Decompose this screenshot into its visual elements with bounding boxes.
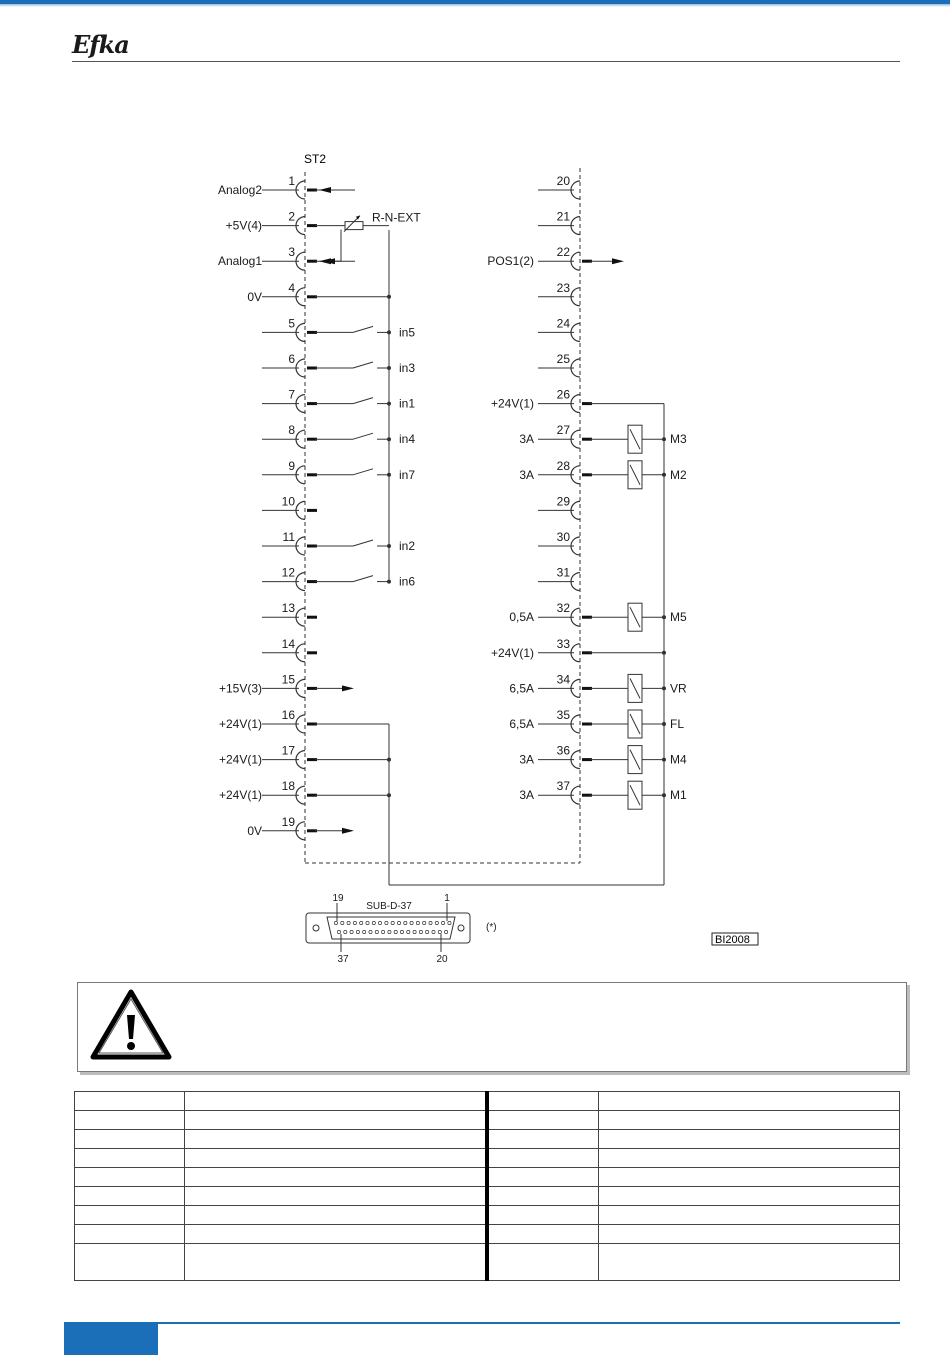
pin-7 — [262, 388, 415, 413]
table-cell — [598, 1206, 899, 1225]
table-row — [75, 1244, 900, 1281]
switch-contact — [353, 326, 373, 332]
table-cell — [487, 1130, 598, 1149]
pin-label: +24V(1) — [218, 788, 262, 803]
output-label-M3: M3 — [670, 432, 687, 447]
data-table — [74, 1091, 900, 1281]
pin-34 — [509, 672, 687, 702]
pin-4 — [247, 281, 391, 306]
subd-face — [327, 917, 455, 939]
pin-32 — [509, 601, 687, 631]
table-cell — [75, 1244, 185, 1281]
wiring — [305, 168, 664, 885]
output-label-M2: M2 — [670, 467, 687, 482]
pin-33 — [491, 637, 666, 662]
table-row — [75, 1130, 900, 1149]
table-cell — [75, 1111, 185, 1130]
pin-label: POS1(2) — [487, 254, 534, 269]
pin-label: 3A — [519, 432, 534, 447]
pin-number: 14 — [281, 636, 295, 651]
switch-contact — [353, 433, 373, 439]
pin-number: 31 — [556, 565, 570, 580]
pin-27 — [519, 423, 687, 453]
pin-24 — [538, 316, 580, 341]
footer-tab — [64, 1322, 158, 1355]
table-cell — [487, 1168, 598, 1187]
figure-id: BI2008 — [715, 934, 750, 946]
subd-pin-label-20: 20 — [436, 954, 448, 965]
table-row — [75, 1206, 900, 1225]
table-cell — [184, 1149, 487, 1168]
table-cell — [598, 1092, 899, 1111]
pin-number: 24 — [556, 316, 570, 331]
pin-8 — [262, 423, 415, 448]
table-row — [75, 1149, 900, 1168]
pin-number: 18 — [281, 779, 295, 794]
pin-number: 3 — [288, 245, 295, 260]
pin-number: 19 — [281, 814, 295, 829]
input-label-in7: in7 — [399, 467, 416, 482]
pin-number: 25 — [556, 352, 570, 366]
subd-pin-label-19: 19 — [332, 893, 344, 904]
pin-number: 13 — [281, 601, 295, 616]
input-label-in1: in1 — [399, 396, 416, 411]
pin-contact — [307, 616, 317, 619]
pin-20 — [538, 174, 580, 199]
table-cell — [75, 1149, 185, 1168]
pin-13 — [262, 601, 317, 626]
output-label-FL: FL — [670, 717, 685, 731]
pin-22 — [487, 245, 624, 270]
arrow-head — [612, 258, 624, 264]
pin-label: 6,5A — [509, 717, 534, 731]
pin-label: +15V(3) — [218, 681, 262, 696]
warning-box — [77, 982, 907, 1072]
right-pin-column — [487, 174, 687, 809]
table-cell — [75, 1092, 185, 1111]
pin-number: 20 — [556, 174, 570, 188]
pin-label: +24V(1) — [218, 752, 262, 767]
brand-logo: Efka — [72, 30, 129, 59]
pin-label: +24V(1) — [490, 396, 534, 411]
pin-15 — [219, 672, 354, 697]
footer-bar — [64, 1322, 900, 1324]
pin-label: +24V(1) — [218, 717, 262, 731]
subd-title: SUB-D-37 — [366, 901, 412, 912]
table-cell — [75, 1187, 185, 1206]
pin-number: 26 — [556, 387, 570, 402]
pin-label: Analog1 — [217, 254, 262, 269]
pin-label: 3A — [519, 752, 534, 767]
pin-label: 3A — [519, 467, 534, 482]
table-cell — [598, 1244, 899, 1281]
pin-2 — [226, 210, 317, 235]
output-label-M5: M5 — [670, 610, 687, 625]
pin-37 — [519, 779, 687, 809]
table-row — [75, 1092, 900, 1111]
pin-31 — [538, 566, 580, 591]
pin-11 — [262, 530, 415, 555]
pin-contact — [307, 651, 317, 654]
pin-25 — [538, 352, 580, 377]
pin-29 — [538, 494, 580, 519]
table-cell — [598, 1187, 899, 1206]
arrow-head — [342, 828, 354, 834]
table-cell — [598, 1168, 899, 1187]
output-label-VR: VR — [670, 681, 687, 696]
pin-number: 12 — [281, 565, 295, 580]
table-cell — [487, 1244, 598, 1281]
pin-number: 6 — [288, 352, 295, 366]
switch-contact — [353, 540, 373, 546]
pin-35 — [509, 708, 684, 738]
input-label-in6: in6 — [399, 574, 416, 589]
pin-number: 9 — [288, 458, 295, 473]
pin-5 — [262, 316, 415, 341]
table-cell — [184, 1168, 487, 1187]
pin-number: 7 — [288, 387, 295, 402]
pin-number: 16 — [281, 708, 295, 722]
pin-number: 10 — [281, 494, 295, 509]
table-cell — [75, 1130, 185, 1149]
pin-30 — [538, 530, 580, 555]
switch-contact — [353, 398, 373, 404]
warning-triangle-icon — [90, 989, 172, 1061]
connector-title: ST2 — [304, 152, 327, 166]
subd-pin-label-1: 1 — [444, 893, 450, 904]
pin-number: 1 — [288, 174, 295, 188]
subd-connector — [306, 893, 497, 965]
pin-19 — [247, 815, 354, 840]
pin-16 — [219, 708, 389, 733]
switch-contact — [353, 362, 373, 368]
pin-number: 21 — [556, 209, 570, 224]
pin-23 — [538, 281, 580, 306]
table-cell — [184, 1130, 487, 1149]
pin-label: 3A — [519, 788, 534, 803]
pin-number: 23 — [556, 280, 570, 295]
table-row — [75, 1187, 900, 1206]
pin-label: 0V — [247, 823, 262, 838]
pin-number: 2 — [288, 209, 295, 224]
pin-21 — [538, 210, 580, 235]
table-cell — [598, 1225, 899, 1244]
pin-label: 0V — [247, 289, 262, 304]
pin-3 — [218, 245, 355, 270]
table-cell — [487, 1092, 598, 1111]
table-cell — [75, 1206, 185, 1225]
pin-10 — [262, 494, 317, 519]
pin-number: 27 — [556, 423, 570, 438]
table-cell — [184, 1225, 487, 1244]
pin-number: 28 — [556, 458, 570, 473]
pin-number: 5 — [288, 316, 295, 331]
table-row — [75, 1168, 900, 1187]
pin-number: 36 — [556, 743, 570, 758]
pin-6 — [262, 352, 415, 377]
pin-28 — [519, 459, 687, 489]
pin-number: 11 — [282, 530, 295, 544]
table-row — [75, 1111, 900, 1130]
pin-1 — [218, 174, 355, 199]
pin-number: 33 — [556, 636, 570, 651]
table-cell — [75, 1225, 185, 1244]
table-row — [75, 1225, 900, 1244]
input-label-in4: in4 — [399, 432, 416, 447]
pin-number: 22 — [556, 245, 570, 260]
table-cell — [184, 1092, 487, 1111]
pin-number: 34 — [556, 672, 570, 687]
subd-note: (*) — [486, 922, 497, 933]
pin-contact — [307, 509, 317, 512]
pin-number: 17 — [281, 743, 295, 758]
input-label-in3: in3 — [399, 361, 416, 375]
pin-number: 8 — [288, 423, 295, 438]
arrow-head — [342, 685, 354, 691]
pin-label: 6,5A — [509, 681, 534, 696]
table-cell — [487, 1149, 598, 1168]
output-label-M4: M4 — [670, 752, 687, 767]
table-cell — [184, 1111, 487, 1130]
table-cell — [75, 1168, 185, 1187]
pin-36 — [519, 744, 687, 774]
left-pin-column — [218, 174, 415, 840]
table-cell — [487, 1187, 598, 1206]
arrow-head — [319, 187, 331, 193]
table-cell — [598, 1149, 899, 1168]
pin-label: 0,5A — [509, 610, 534, 625]
pin-26 — [491, 388, 664, 413]
table-cell — [598, 1111, 899, 1130]
table-cell — [598, 1130, 899, 1149]
pin-number: 37 — [556, 779, 570, 794]
pin-number: 29 — [556, 494, 570, 509]
switch-contact — [353, 469, 373, 475]
table-cell — [487, 1111, 598, 1130]
pin-12 — [262, 566, 415, 591]
table-cell — [487, 1206, 598, 1225]
table-cell — [184, 1206, 487, 1225]
pin-number: 30 — [556, 530, 570, 544]
pin-number: 32 — [556, 601, 570, 616]
table-cell — [184, 1187, 487, 1206]
table-cell — [184, 1244, 487, 1281]
subd-pin-label-37: 37 — [337, 954, 349, 965]
input-label-in5: in5 — [399, 325, 416, 340]
table-cell — [487, 1225, 598, 1244]
pin-label: +24V(1) — [490, 645, 534, 660]
pin-number: 15 — [281, 672, 295, 687]
pin-label: Analog2 — [217, 183, 262, 197]
pin-number: 35 — [556, 708, 570, 722]
potentiometer-label: R-N-EXT — [372, 210, 421, 225]
pin-9 — [262, 459, 415, 484]
input-label-in2: in2 — [399, 539, 416, 553]
pin-label: +5V(4) — [225, 218, 262, 233]
pin-number: 4 — [288, 280, 295, 295]
output-label-M1: M1 — [670, 788, 687, 803]
pin-14 — [262, 637, 317, 662]
switch-contact — [353, 576, 373, 582]
